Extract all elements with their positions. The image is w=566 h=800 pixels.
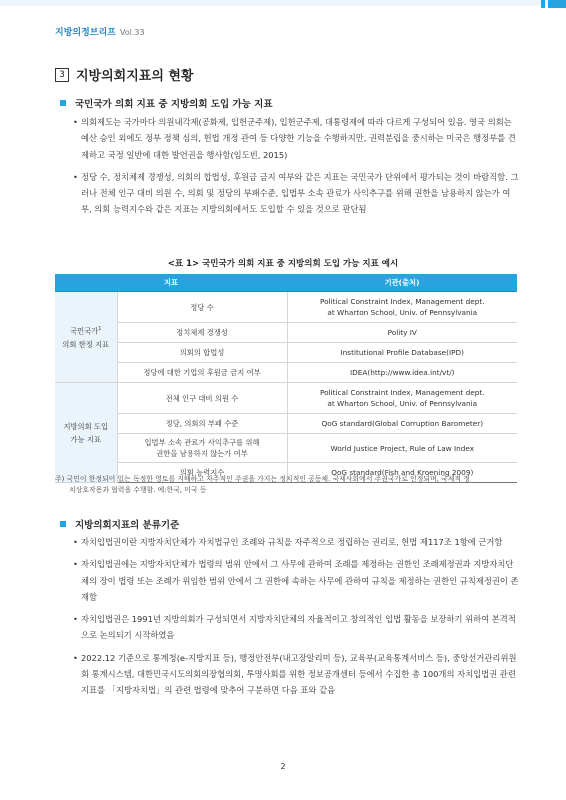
table-row	[55, 343, 517, 363]
source-cell: World Justice Project, Rule of Law Index	[287, 434, 517, 463]
table-header-source: 기관(출처)	[287, 274, 517, 292]
table-footnote	[55, 474, 517, 496]
table-row	[55, 323, 517, 343]
footnote-line-2: 치상호작용과 협력을 수행함. 예:한국, 미국 등	[69, 486, 207, 494]
subsection-title-2	[60, 517, 179, 531]
indicator-cell: 정치체제 경쟁성	[117, 323, 287, 343]
section-title	[55, 65, 194, 84]
table-header-indicator: 지표	[55, 274, 287, 292]
indicator-cell: 정당 수	[117, 292, 287, 323]
subsection-2-bullets	[73, 534, 521, 699]
bullet-item: • 자치입법권은 1991년 지방의회가 구성되면서 지방자치단체의 자율적이고 창의적인 입법 활동을 보장하기 위하여 본격적으로 논의되기 시작하였음	[73, 611, 521, 644]
bullet-item: • 의회제도는 국가마다 의원내각제(공화제, 입헌군주제), 입헌군주제, 대통령제에 따라 다르게 구성되어 있음. 영국 의회는 예산 승인 외에도 정부 정책 심의, 헌법 개정 관여 등 다양한 기능을 수행하지만, 권력분립을 중시하는 미국은 행정부를 견제하고 국정 일반에 대한 발언권을 행사함(임도빈, 2015)	[73, 114, 521, 163]
indicator-cell: 의회 능력지수	[117, 463, 287, 483]
subsection-title-2-text: 지방의회지표의 분류기준	[75, 520, 180, 531]
square-bullet-icon	[60, 100, 66, 106]
indicator-cell: 전체 인구 대비 의원 수	[117, 383, 287, 414]
table-row	[55, 383, 517, 414]
accent-stripe-wide	[548, 0, 566, 8]
group-label-national: 국민국가$^1$ 의회 한정 지표	[55, 292, 117, 383]
bullet-item: • 자치입법권에는 지방자치단체가 법령의 범위 안에서 그 사무에 관하여 조례를 제정하는 권한인 조례제정권과 지방자치단체의 장이 법령 또는 조례가 위임한 범위 안에서 그 권한에 속하는 사무에 관하여 규칙을 제정하는 권한인 규칙제정권이 존재함	[73, 556, 521, 605]
footnote-line-1: 주) 국민이 한정되어 있는 독정한 영토를 지배하고 자주적인 주권을 가지는 정치적인 공동체. 국제사회에서 주권국가로 인정되며, 국제적 정	[55, 475, 470, 483]
source-cell: Political Constraint Index, Management dept. at Wharton School, Univ. of Pennsylvania	[287, 292, 517, 323]
accent-stripe-thin	[541, 0, 545, 8]
table-caption: <표 1> 국민국가 의회 지표 중 지방의회 도입 가능 지표 예시	[167, 259, 399, 269]
table-row	[55, 434, 517, 463]
group-label-local: 지방의회 도입 가능 지표	[55, 383, 117, 483]
indicator-cell: 정당에 대한 기업의 후원금 금지 여부	[117, 363, 287, 383]
page-number: 2	[280, 762, 286, 771]
square-bullet-icon	[60, 521, 66, 527]
table-row	[55, 292, 517, 323]
indicator-cell: 의회의 합법성	[117, 343, 287, 363]
source-cell: OoG standard(Fish and Kroening 2009)	[287, 463, 517, 483]
publication-header	[55, 25, 145, 38]
indicator-table	[55, 274, 517, 483]
source-cell: Political Constraint Index, Management dept. at Wharton School, Univ. of Pennsylvania	[287, 383, 517, 414]
bullet-item: • 2022.12 기준으로 통계청(e-지방지표 등), 행정안전부(내고장알리미 등), 교육부(교육통계서비스 등), 중앙선거관리위원회 통계시스템, 대한민국시도의회의장협의회, 투명사회를 위한 정보공개센터 등에서 수집한 총 100개의 자치입법권 관련 지표를 「지방자치법」의 관련 법령에 맞추어 구분하면 다음 표와 같음	[73, 650, 521, 699]
subsection-1-bullets	[73, 114, 521, 218]
table-row	[55, 414, 517, 434]
indicator-cell: 정당, 의회의 부패 수준	[117, 414, 287, 434]
bullet-item: • 자치입법권이란 지방자치단체가 자치법규인 조례와 규칙을 자주적으로 정립하는 권리로, 헌법 제117조 1항에 근거함	[73, 534, 521, 550]
subsection-title-1	[60, 96, 273, 110]
section-number-box: 3	[55, 68, 69, 82]
source-cell: Polity IV	[287, 323, 517, 343]
top-band	[0, 0, 566, 6]
indicator-cell: 입법부 소속 관료가 사익추구를 위해 권한을 남용하지 않는가 여부	[117, 434, 287, 463]
section-title-text: 지방의회지표의 현황	[76, 69, 194, 84]
source-cell: QoG standard(Global Corruption Barometer)	[287, 414, 517, 434]
subsection-title-1-text: 국민국가 의회 지표 중 지방의회 도입 가능 지표	[75, 99, 273, 110]
table-header-row	[55, 274, 517, 292]
publication-title: 지방의정브리프	[55, 28, 116, 38]
bullet-item: • 정당 수, 정치체제 경쟁성, 의회의 합법성, 후원금 금지 여부와 같은 지표는 국민국가 단위에서 평가되는 것이 바람직함. 그러나 전체 인구 대비 의원 수, 의회 및 정당의 부패수준, 입법부 소속 관료가 사익추구를 위해 권한을 남용하지 않는가 여부, 의회 능력지수와 같은 지표는 지방의회에서도 도입할 수 있을 것으로 판단됨	[73, 169, 521, 218]
table-row	[55, 363, 517, 383]
publication-volume: Vol.33	[119, 28, 145, 37]
source-cell: Institutional Profile Database(IPD)	[287, 343, 517, 363]
source-cell: IDEA(http://www.idea.int/vt/)	[287, 363, 517, 383]
